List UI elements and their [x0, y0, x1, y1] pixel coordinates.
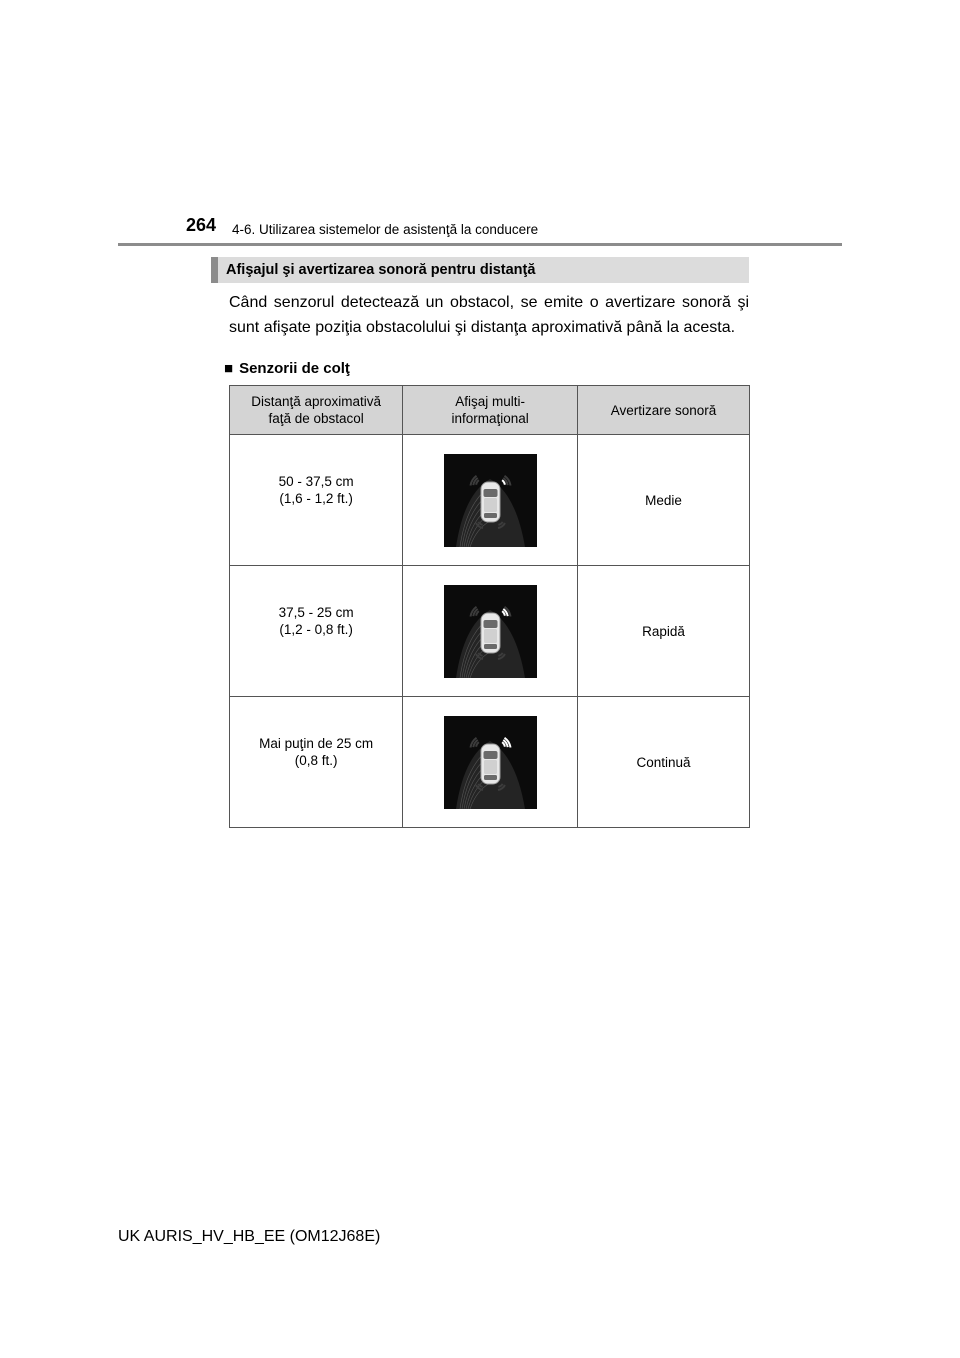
subheading	[224, 360, 350, 377]
display-cell	[403, 697, 578, 828]
distance-value: 37,5 - 25 cm	[278, 604, 354, 620]
distance-table	[229, 385, 750, 828]
distance-value: 50 - 37,5 cm	[278, 473, 354, 489]
chapter-title: 4-6. Utilizarea sistemelor de asistenţă la conducere	[232, 222, 539, 237]
header-distance	[230, 386, 403, 435]
car-windshield	[483, 751, 497, 759]
distance-value: Mai puţin de 25 cm	[259, 735, 374, 751]
distance-value-ft: (1,2 - 0,8 ft.)	[279, 621, 353, 637]
table-row	[230, 566, 750, 697]
section-title: Afişajul şi avertizarea sonoră pentru distanţă	[211, 257, 749, 283]
sound-cell	[578, 697, 750, 828]
bullet-icon: ■	[224, 360, 234, 377]
car-roof	[484, 629, 497, 643]
table-row	[230, 697, 750, 828]
header-distance-text: Distanţă aproximativă faţă de obstacol	[251, 394, 382, 426]
header-sound-text: Avertizare sonoră	[610, 402, 717, 418]
distance-cell	[230, 435, 403, 566]
sound-value: Medie	[645, 492, 682, 508]
car-top-view-icon	[444, 454, 537, 547]
sound-cell	[578, 435, 750, 566]
distance-value-ft: (0,8 ft.)	[294, 752, 338, 768]
display-cell	[403, 566, 578, 697]
table-row	[230, 435, 750, 566]
intro-paragraph: Când senzorul detectează un obstacol, se emite o avertizare sonoră şi sunt afişate poziţia obstacolului şi distanţa aproximativă până la acesta.	[229, 294, 749, 336]
sound-value: Rapidă	[642, 623, 685, 639]
display-cell	[403, 435, 578, 566]
car-rear-window	[484, 644, 497, 649]
footer-model-code: UK AURIS_HV_HB_EE (OM12J68E)	[118, 1228, 381, 1245]
car-rear-window	[484, 775, 497, 780]
distance-cell	[230, 566, 403, 697]
header-display-text: Afişaj multi-informaţional	[451, 394, 529, 426]
car-top-view-icon	[444, 716, 537, 809]
subheading-text: Senzorii de colţ	[239, 360, 350, 377]
car-windshield	[483, 620, 497, 628]
car-roof	[484, 760, 497, 774]
distance-cell	[230, 697, 403, 828]
table-header-row	[230, 386, 750, 435]
car-top-view-icon	[444, 585, 537, 678]
header-display	[403, 386, 578, 435]
sound-cell	[578, 566, 750, 697]
header-rule	[118, 243, 842, 246]
page-number: 264	[186, 215, 217, 235]
car-rear-window	[484, 513, 497, 518]
distance-value-ft: (1,6 - 1,2 ft.)	[279, 490, 353, 506]
car-roof	[484, 498, 497, 512]
header-sound	[578, 386, 750, 435]
sound-value: Continuă	[636, 754, 691, 770]
car-windshield	[483, 489, 497, 497]
